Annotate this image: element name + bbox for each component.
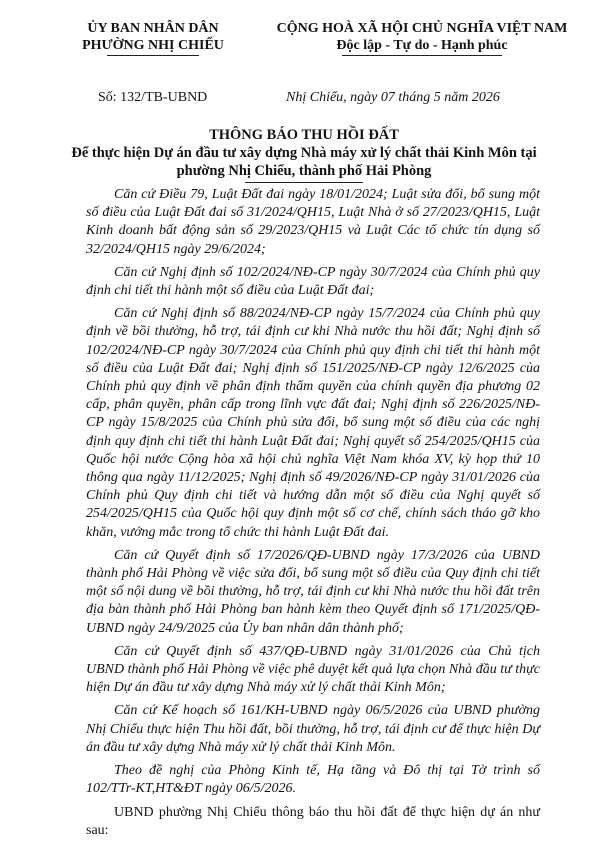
title-underline bbox=[245, 182, 363, 183]
nation-name: CỘNG HOÀ XÃ HỘI CHỦ NGHĨA VIỆT NAM bbox=[276, 21, 568, 36]
legal-basis-paragraph: Căn cứ Điều 79, Luật Đất đai ngày 18/01/2024; Luật sửa đổi, bổ sung một số điều của Luật Đất đai số 31/2024/QH15, Luật Nhà ở số 27/2023/QH15, Luật Kinh doanh bất động sản số 29/2023/QH15 và Luật Các tổ chức tín dụng số 32/2024/QH15 ngày 29/6/2024; bbox=[86, 187, 540, 257]
motto-underline bbox=[342, 55, 502, 56]
agency-underline bbox=[107, 55, 199, 56]
title-subject-line1: Để thực hiện Dự án đầu tư xây dựng Nhà máy xử lý chất thải Kinh Môn tại bbox=[71, 145, 537, 161]
legal-basis-paragraph: Căn cứ Nghị định số 88/2024/NĐ-CP ngày 15/7/2024 của Chính phủ quy định về bồi thường, hỗ trợ, tái định cư khi Nhà nước thu hồi đất; Nghị định số 102/2024/NĐ-CP ngày 30/7/2024 của Chính phủ quy định chi tiết thi hành một số điều của Luật Đất đai; Nghị định số 151/2025/NĐ-CP ngày 12/6/2025 của Chính phủ quy định về phân định thẩm quyền của chính quyền địa phương 02 cấp, phân quyền, phân cấp trong lĩnh vực đất đai; Nghị định số 226/2025/NĐ-CP ngày 15/8/2025 của Chính phủ sửa đổi, bổ sung một số điều của các nghị định quy định chi tiết thi hành Luật Đất đai; Nghị quyết số 254/2025/QH15 của Quốc hội nước Cộng hòa xã hội chủ nghĩa Việt Nam khóa XV, kỳ họp thứ 10 thông qua ngày 11/12/2025; Nghị định số 49/2026/NĐ-CP ngày 31/01/2026 của Chính phủ Quy định chi tiết và hướng dẫn một số điều của Nghị quyết số 254/2025/QH15 của Quốc hội quy định một số cơ chế, chính sách tháo gỡ kho khăn, vướng mắc trong tổ chức thi hành Luật Đất đai. bbox=[86, 306, 540, 540]
document-title bbox=[40, 126, 568, 183]
title-heading: THÔNG BÁO THU HỒI ĐẤT bbox=[209, 127, 399, 143]
motto: Độc lập - Tự do - Hạnh phúc bbox=[336, 38, 508, 53]
legal-basis-paragraph: Theo đề nghị của Phòng Kinh tế, Hạ tầng và Đô thị tại Tờ trình số 102/TTr-KT,HT&ĐT ngày 06/5/2026. bbox=[86, 763, 540, 797]
agency-name-line1: ỦY BAN NHÂN DÂN bbox=[87, 21, 219, 36]
legal-basis-paragraph: Căn cứ Kế hoạch số 161/KH-UBND ngày 06/5/2026 của UBND phường Nhị Chiểu thực hiện Thu hồi đất, bồi thường, hỗ trợ, tái định cư để thực hiện Dự án đầu tư xây dựng Nhà máy xử lý chất thải Kinh Môn. bbox=[86, 703, 540, 755]
legal-basis-paragraph: Căn cứ Quyết định số 437/QĐ-UBND ngày 31/01/2026 của Chủ tịch UBND thành phố Hải Phòng về việc phê duyệt kết quả lựa chọn Nhà đầu tư thực hiện Dự án đầu tư xây dựng Nhà máy xử lý chất thải Kinh Môn; bbox=[86, 643, 540, 696]
document-date: Nhị Chiểu, ngày 07 tháng 5 năm 2026 bbox=[286, 90, 500, 105]
announcement-paragraph: UBND phường Nhị Chiểu thông báo thu hồi đất để thực hiện dự án như sau: bbox=[86, 804, 540, 838]
legal-basis-paragraph: Căn cứ Nghị định số 102/2024/NĐ-CP ngày 30/7/2024 của Chính phủ quy định chi tiết thi hành một số điều của Luật Đất đai; bbox=[86, 264, 540, 299]
document-number: Số: 132/TB-UBND bbox=[98, 90, 208, 105]
agency-name-line2: PHƯỜNG NHỊ CHIỂU bbox=[82, 38, 224, 53]
issuing-agency bbox=[48, 20, 258, 56]
legal-basis-paragraph: Căn cứ Quyết định số 17/2026/QĐ-UBND ngày 17/3/2026 của UBND thành phố Hải Phòng về việc sửa đổi, bổ sung một số điều của Quy định chi tiết một số nội dung về bồi thường, hỗ trợ, tái định cư khi Nhà nước thu hồi đất trên địa bàn thành phố Hải Phòng ban hành kèm theo Quyết định số 171/2025/QĐ-UBND ngày 24/9/2025 của Ủy ban nhân dân thành phố; bbox=[86, 547, 540, 636]
document-body bbox=[86, 186, 540, 845]
national-motto bbox=[262, 20, 582, 56]
title-subject-line2: phường Nhị Chiểu, thành phố Hải Phòng bbox=[176, 163, 432, 179]
